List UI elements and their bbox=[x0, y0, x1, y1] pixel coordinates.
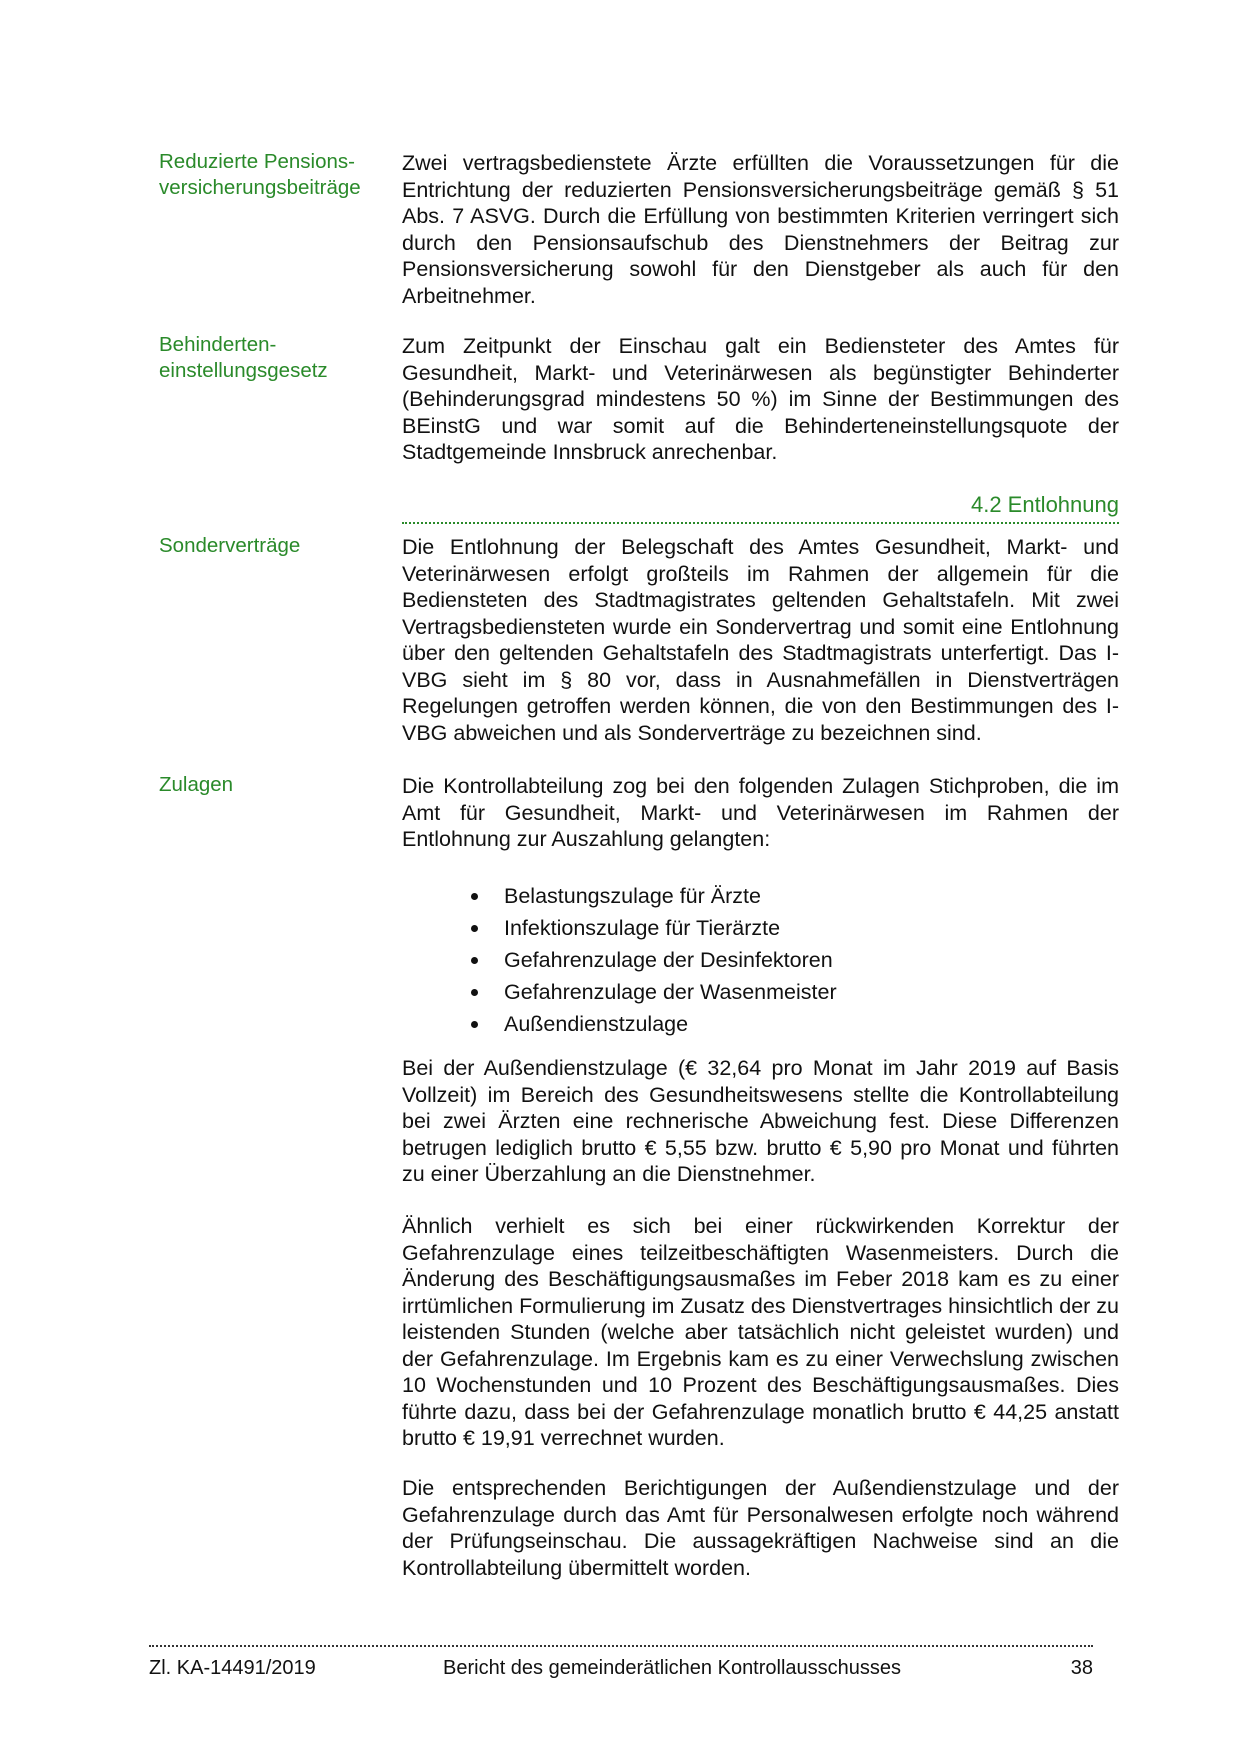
margin-note bbox=[159, 772, 374, 798]
list-item-text: Infektionszulage für Tierärzte bbox=[504, 916, 781, 940]
margin-note bbox=[159, 533, 374, 559]
margin-note-line: Behinderten- bbox=[159, 333, 277, 356]
body-paragraph bbox=[402, 150, 1119, 309]
paragraph: Ähnlich verhielt es sich bei einer rückwirkenden Korrektur der Gefahrenzulage eines teilzeitbeschäftigten Wasenmeisters. Durch die Änderung des Beschäftigungsausmaßes im Feber 2018 kam es zu einer irrtümlichen Formulierung im Zusatz des Dienstvertrages hinsichtlich der zu leistenden Stunden (welche aber tatsächlich nicht geleistet wurden) und der Gefahrenzulage. Im Ergebnis kam es zu einer Verwechslung zwischen 10 Wochenstunden und 10 Prozent des Beschäftigungsausmaßes. Dies führte dazu, dass bei der Gefahrenzulage monatlich brutto € 44,25 anstatt brutto € 19,91 verrechnet wurden. bbox=[402, 1214, 1119, 1450]
bullet-icon bbox=[471, 989, 478, 996]
list-item bbox=[402, 1008, 1119, 1040]
list-item bbox=[402, 976, 1119, 1008]
margin-note-line: Sonderverträge bbox=[159, 534, 301, 557]
heading-divider bbox=[402, 522, 1119, 524]
paragraph: Zum Zeitpunkt der Einschau galt ein Bediensteter des Amtes für Gesundheit, Markt- und Veterinärwesen als begünstigter Behinderter (Behinderungsgrad mindestens 50 %) im Sinne der Bestimmungen des BEinstG und war somit auf die Behinderteneinstellungsquote der Stadtgemeinde Innsbruck anrechenbar. bbox=[402, 334, 1119, 464]
bullet-icon bbox=[471, 893, 478, 900]
zulagen-list bbox=[402, 880, 1119, 1040]
body-paragraph bbox=[402, 534, 1119, 746]
footer-reference: Zl. KA-14491/2019 bbox=[149, 1657, 316, 1679]
margin-note-line: Reduzierte Pensions- bbox=[159, 150, 355, 173]
section-heading: 4.2 Entlohnung bbox=[970, 492, 1119, 517]
paragraph: Zwei vertragsbedienstete Ärzte erfüllten die Voraussetzungen für die Entrichtung der reduzierten Pensionsversicherungsbeiträge gemäß § 51 Abs. 7 ASVG. Durch die Erfüllung von bestimmten Kriterien verringert sich durch den Pensionsaufschub des Dienstnehmers der Beitrag zur Pensionsversicherung sowohl für den Dienstgeber als auch für den Arbeitnehmer. bbox=[402, 151, 1119, 308]
body-paragraph bbox=[402, 1475, 1119, 1581]
margin-note-line: einstellungsgesetz bbox=[159, 359, 328, 382]
list-item bbox=[402, 880, 1119, 912]
body-paragraph bbox=[402, 1213, 1119, 1452]
margin-note-line: Zulagen bbox=[159, 773, 234, 796]
body-paragraph bbox=[402, 773, 1119, 853]
margin-note bbox=[159, 149, 374, 201]
margin-note bbox=[159, 332, 374, 384]
footer-divider bbox=[149, 1645, 1093, 1647]
paragraph: Die Kontrollabteilung zog bei den folgenden Zulagen Stichproben, die im Amt für Gesundheit, Markt- und Veterinärwesen im Rahmen der Entlohnung zur Auszahlung gelangten: bbox=[402, 774, 1119, 851]
body-paragraph bbox=[402, 333, 1119, 466]
list-item bbox=[402, 944, 1119, 976]
body-paragraph bbox=[402, 1055, 1119, 1188]
margin-note-line: versicherungsbeiträge bbox=[159, 176, 361, 199]
paragraph: Bei der Außendienstzulage (€ 32,64 pro Monat im Jahr 2019 auf Basis Vollzeit) im Bereich des Gesundheitswesens stellte die Kontrollabteilung bei zwei Ärzten eine rechnerische Abweichung fest. Diese Differenzen betrugen lediglich brutto € 5,55 bzw. brutto € 5,90 pro Monat und führten zu einer Überzahlung an die Dienstnehmer. bbox=[402, 1056, 1119, 1186]
list-item-text: Gefahrenzulage der Wasenmeister bbox=[504, 980, 837, 1004]
list-item bbox=[402, 912, 1119, 944]
list-item-text: Belastungszulage für Ärzte bbox=[504, 884, 761, 908]
page-number: 38 bbox=[1070, 1657, 1093, 1679]
list-item-text: Außendienstzulage bbox=[504, 1012, 689, 1036]
paragraph: Die entsprechenden Berichtigungen der Außendienstzulage und der Gefahrenzulage durch das Amt für Personalwesen erfolgte noch während der Prüfungseinschau. Die aussagekräftigen Nachweise sind an die Kontrollabteilung übermittelt worden. bbox=[402, 1476, 1119, 1580]
paragraph: Die Entlohnung der Belegschaft des Amtes Gesundheit, Markt- und Veterinärwesen erfolgt großteils im Rahmen der allgemein für die Bediensteten des Stadtmagistrates geltenden Gehaltstafeln. Mit zwei Vertragsbediensteten wurde ein Sondervertrag und somit eine Entlohnung über den geltenden Gehaltstafeln des Stadtmagistrats unterfertigt. Das I-VBG sieht im § 80 vor, dass in Ausnahmefällen in Dienstverträgen Regelungen getroffen werden können, die von den Bestimmungen des I-VBG abweichen und als Sonderverträge zu bezeichnen sind. bbox=[402, 535, 1119, 745]
bullet-icon bbox=[471, 957, 478, 964]
list-item-text: Gefahrenzulage der Desinfektoren bbox=[504, 948, 833, 972]
bullet-icon bbox=[471, 925, 478, 932]
bullet-icon bbox=[471, 1021, 478, 1028]
footer-title: Bericht des gemeinderätlichen Kontrollausschusses bbox=[443, 1657, 902, 1679]
